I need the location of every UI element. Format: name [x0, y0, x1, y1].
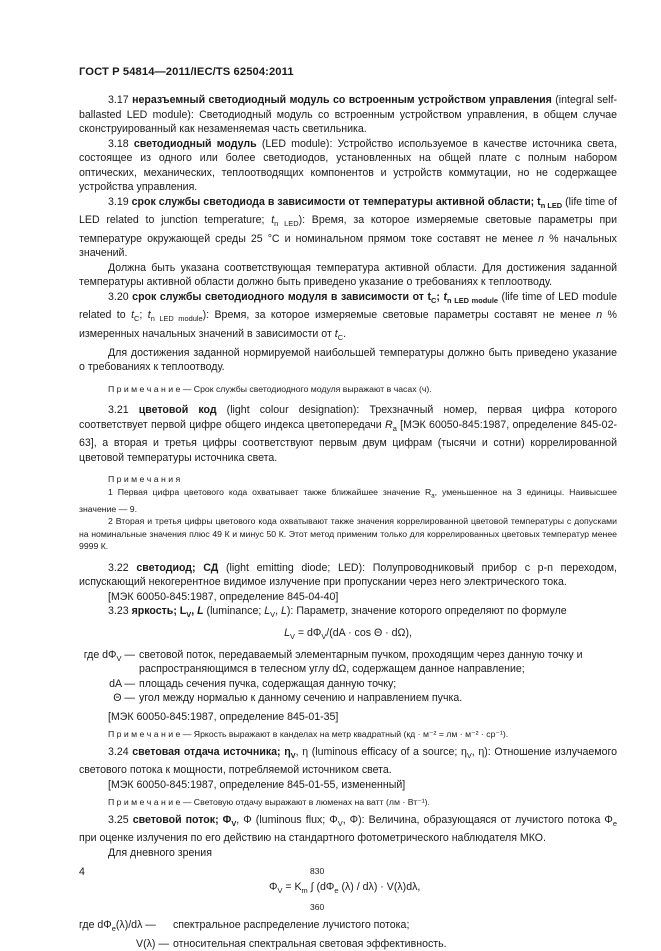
item-3-20-para2: Для достижения заданной нормируемой наибольшей температуры должно быть приведено указание о требованиях к теплоотводу.	[79, 346, 617, 374]
item-3-21-note-2: 2 Вторая и третья цифры цветового кода охватывают также значения коррелированной цветовой температуры с допусками на номинальные значения плюс 49 К и минус 50 К. Этот метод применим только для коррелированных цветовых температур менее 9999 К.	[79, 516, 617, 552]
item-3-18: 3.18 светодиодный модуль (LED module): Устройство используемое в качестве источника света, состоящее из одного или более светодиодов, установленных на общей плате с полным набором оптических, механических, теплоотводящих компонентов и устройств коммутации, но не содержащее устройства управления.	[79, 137, 618, 193]
luminance-formula: $L_V = d\Phi_V/(dA \cdot \cos \Theta \cdot d\Omega)$,	[284, 627, 412, 642]
definition-row: V(λ) — относительная спектральная световая эффективность.	[136, 937, 447, 950]
integral-lower-limit: 360	[310, 902, 325, 913]
page-number: 4	[79, 866, 85, 878]
item-3-22-ref: [МЭК 60050-845:1987, определение 845-04-40]	[108, 590, 339, 603]
item-3-25-day: Для дневного зрения	[108, 846, 212, 859]
page-header: ГОСТ Р 54814—2011/IEC/TS 62504:2011	[79, 66, 294, 78]
document-body	[79, 93, 617, 951]
item-3-22: 3.22 светодиод; СД (light emitting diode; LED): Полупроводниковый прибор с p-n переходом, испускающий некогерентное видимое излучение при пропускании через него электрического тока.	[79, 561, 617, 589]
item-3-23-note: П р и м е ч а н и е — Яркость выражают в канделах на метр квадратный (кд · м⁻² = лм · м⁻² · ср⁻¹).	[108, 729, 509, 740]
definition-row: где $d\Phi_V$ — световой поток, передаваемый элементарным пучком, проходящим через данную точку и распространяющимся в телесном углу dΩ, содержащем данное направление;	[83, 648, 583, 676]
item-3-19-para2: Должна быть указана соответствующая температура активной области. Для достижения заданной температуры активной области должно быть приведено указание о требованиях к теплоотводу.	[79, 261, 617, 289]
item-3-24-note: П р и м е ч а н и е — Световую отдачу выражают в люменах на ватт (лм · Вт⁻¹).	[108, 797, 430, 808]
item-3-25: 3.25 световой поток; $\Phi_V$, Φ (luminous flux; $\Phi_V$, Φ): Величина, образующаяся от лучистого потока $\Phi_e$ при оценке излучения по его действию на стандартного фотометрического наблюдателя МКО.	[79, 813, 617, 845]
integral-upper-limit: 830	[310, 866, 325, 877]
item-3-20-note: П р и м е ч а н и е — Срок службы светодиодного модуля выражают в часах (ч).	[108, 383, 432, 394]
item-3-24: 3.24 световая отдача источника; $\eta_V$, η (luminous efficacy of a source; $\eta_V$, η): Отношение излучаемого светового потока к мощности, потребляемой источником света.	[79, 745, 617, 777]
definition-row: где $d\Phi_e(\lambda)/d\lambda$ — спектральное распределение лучистого потока;	[79, 919, 410, 934]
item-3-23: 3.23 яркость; $L_V$, L (luminance; $L_V$, L): Параметр, значение которого определяют по формуле	[108, 605, 567, 620]
item-3-17: 3.17 неразъемный светодиодный модуль со встроенным устройством управления (integral self-ballasted LED module): Светодиодный модуль со встроенным устройством управления, в общем случае сконструированный как незаменяемая часть светильника.	[79, 94, 617, 135]
definition-row: Θ — угол между нормалью к данному сечению и направлением пучка.	[113, 692, 463, 705]
item-3-21-notes-title: П р и м е ч а н и я	[108, 474, 181, 485]
item-3-19: 3.19 срок службы светодиода в зависимости от температуры активной области; $t_{n LED}$ (life time of LED related to junction temperature; $t_{n LED}$): Время, за которое измеряемые световые параметры при температуре окружающей среды 25 °С и номинальном прямом токе составят не менее n % начальных значений.	[79, 195, 617, 260]
definition-row: dA — площадь сечения пучка, содержащая данную точку;	[109, 677, 397, 690]
item-3-24-ref: [МЭК 60050-845:1987, определение 845-01-55, измененный]	[108, 778, 406, 791]
item-3-21: 3.21 цветовой код (light colour designation): Трехзначный номер, первая цифра которого соответствует первой цифре общего индекса цветопередачи $R_a$ [МЭК 60050-845:1987, определение 845-02-63], а вторая и третья цифры соответствуют первым двум цифрам (тысячи и сотни) коррелированной цветовой температуры источника света.	[79, 404, 617, 464]
item-3-21-note-1: 1 Первая цифра цветового кода охватывает также ближайшее значение $R_a$, уменьшенное на 3 единицы. Наивысшее значение — 9.	[79, 486, 617, 514]
item-3-20: 3.20 срок службы светодиодного модуля в зависимости от $t_C$; $t_{n LED module}$ (life time of LED module related to $t_C$; $t_{n LED module}$): Время, за которое измеряемые световые параметры составят не менее n % измеренных начальных значений в зависимости от $t_C$.	[79, 290, 617, 343]
item-3-23-ref: [МЭК 60050-845:1987, определение 845-01-35]	[108, 710, 339, 723]
luminous-flux-formula: 830 $\Phi_V = K_m$ ∫ ($d\Phi_e$ (λ) / dλ) · V(λ)dλ, 360	[79, 860, 617, 918]
